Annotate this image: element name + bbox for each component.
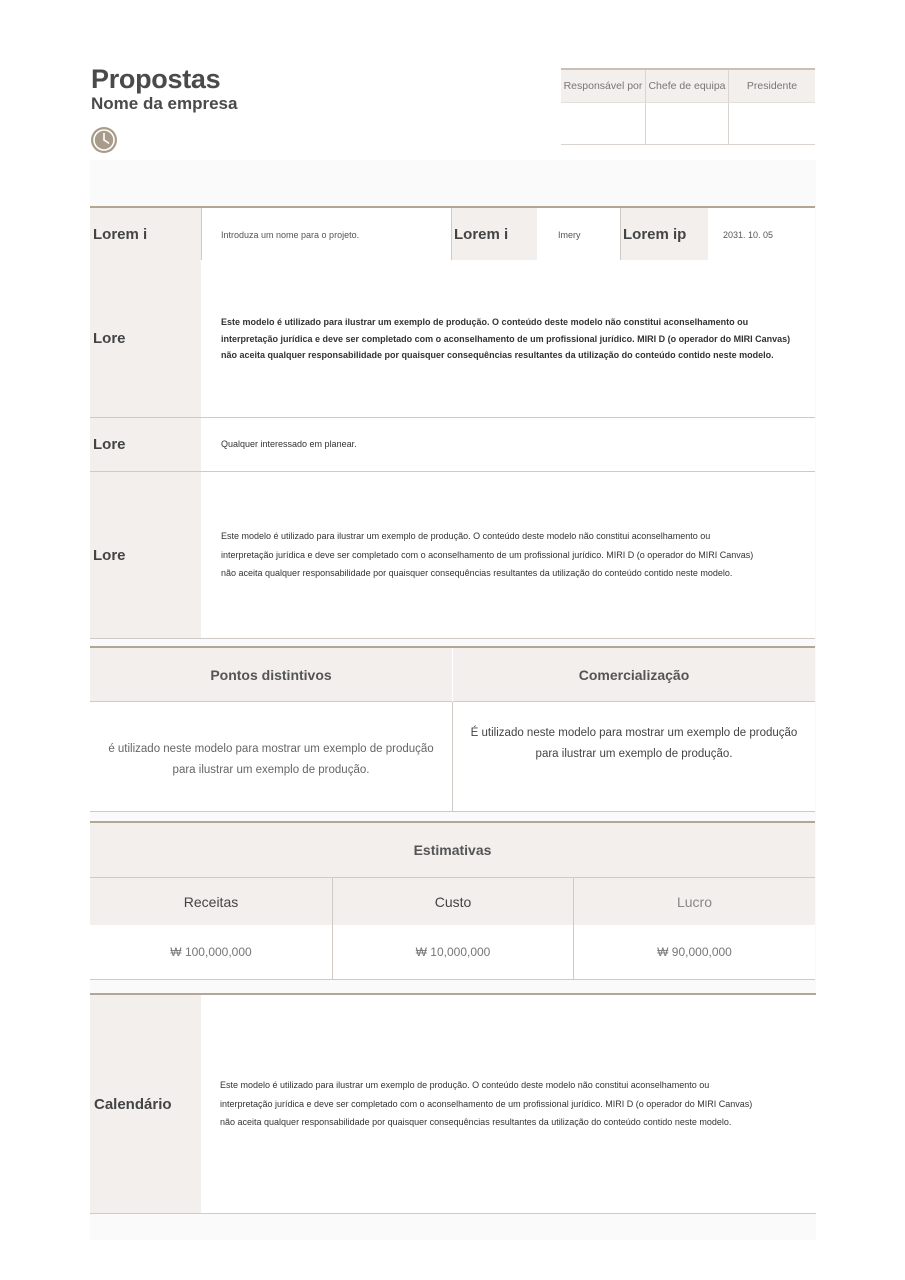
company-name: Nome da empresa: [91, 94, 238, 113]
page-title: Propostas: [91, 64, 221, 94]
calendar-text: [220, 1076, 796, 1132]
calendar-label: Calendário: [90, 995, 201, 1213]
cost-value: ₩ 10,000,000: [415, 945, 491, 959]
info-date[interactable]: 2031. 10. 05: [723, 229, 774, 240]
section-label-2: Lore: [90, 418, 201, 471]
estimates-table: [90, 821, 815, 980]
divider: [645, 70, 646, 144]
text-line: interpretação jurídica e deve ser completado com o aconselhamento de um profissional jurídico. MIRI D (o operador do MIRI Canvas): [220, 1098, 753, 1109]
text-line: Este modelo é utilizado para ilustrar um exemplo de produção. O conteúdo deste modelo não constitui aconselhamento ou: [221, 531, 711, 541]
commercialization-header: Comercialização: [453, 648, 815, 702]
points-table: [90, 646, 815, 812]
section-text-2: [221, 436, 795, 453]
profit-value: ₩ 90,000,000: [657, 945, 732, 959]
clock-icon: [90, 126, 118, 154]
project-info-row: [90, 206, 815, 262]
text-line: para ilustrar um exemplo de produção.: [535, 747, 733, 760]
section-text-3: [221, 527, 795, 583]
text-line: não aceita qualquer responsabilidade por quaisquer consequências resultantes da utilização do conteúdo contido neste modelo.: [221, 350, 774, 360]
text-line: Qualquer interessado em planear.: [221, 439, 357, 449]
text-line: é utilizado neste modelo para mostrar um exemplo de produção: [108, 742, 434, 755]
text-line: interpretação jurídica e deve ser completado com o aconselhamento de um profissional jurídico. MIRI D (o operador do MIRI Canvas): [221, 549, 754, 560]
text-line: para ilustrar um exemplo de produção.: [172, 763, 370, 776]
text-line: não aceita qualquer responsabilidade por quaisquer consequências resultantes da utilização do conteúdo contido neste modelo.: [221, 568, 733, 578]
info-value-2[interactable]: Imery: [558, 229, 581, 240]
commercialization-text: [453, 702, 815, 811]
info-label-3: Lorem ip: [621, 208, 708, 261]
revenue-value: ₩ 100,000,000: [170, 945, 252, 959]
section-row-3: [90, 472, 815, 639]
distinctive-points-text: [90, 702, 452, 811]
divider: [201, 208, 202, 261]
project-name-field[interactable]: Introduza um nome para o projeto.: [221, 229, 360, 240]
approval-header-team-lead: Chefe de equipa: [646, 70, 728, 102]
text-line: não aceita qualquer responsabilidade por quaisquer consequências resultantes da utilização do conteúdo contido neste modelo.: [220, 1117, 732, 1127]
text-line: interpretação jurídica e deve ser completado com o aconselhamento de um profissional jurídico. MIRI D (o operador do MIRI Canvas): [221, 333, 791, 344]
section-row-2: [90, 418, 815, 472]
divider: [728, 70, 729, 144]
section-row-1: [90, 260, 815, 418]
cost-header: Custo: [333, 878, 573, 925]
profit-header: Lucro: [574, 878, 815, 925]
approval-header-responsible: Responsável por: [561, 70, 645, 102]
text-line: É utilizado neste modelo para mostrar um exemplo de produção: [470, 726, 798, 739]
section-text-1: [221, 314, 795, 364]
approval-table: [561, 68, 815, 145]
calendar-row: [90, 993, 816, 1214]
section-label-3: Lore: [90, 472, 201, 638]
text-line: Este modelo é utilizado para ilustrar um exemplo de produção. O conteúdo deste modelo não constitui aconselhamento ou: [221, 317, 749, 327]
revenue-header: Receitas: [90, 878, 332, 925]
approval-header-president: Presidente: [729, 70, 815, 102]
text-line: Este modelo é utilizado para ilustrar um exemplo de produção. O conteúdo deste modelo não constitui aconselhamento ou: [220, 1080, 710, 1090]
info-label-2: Lorem i: [452, 208, 537, 261]
estimates-title: Estimativas: [90, 823, 815, 878]
section-label-1: Lore: [90, 260, 201, 417]
divider: [561, 102, 815, 103]
distinctive-points-header: Pontos distintivos: [90, 648, 452, 702]
info-label-1: Lorem i: [90, 208, 201, 261]
